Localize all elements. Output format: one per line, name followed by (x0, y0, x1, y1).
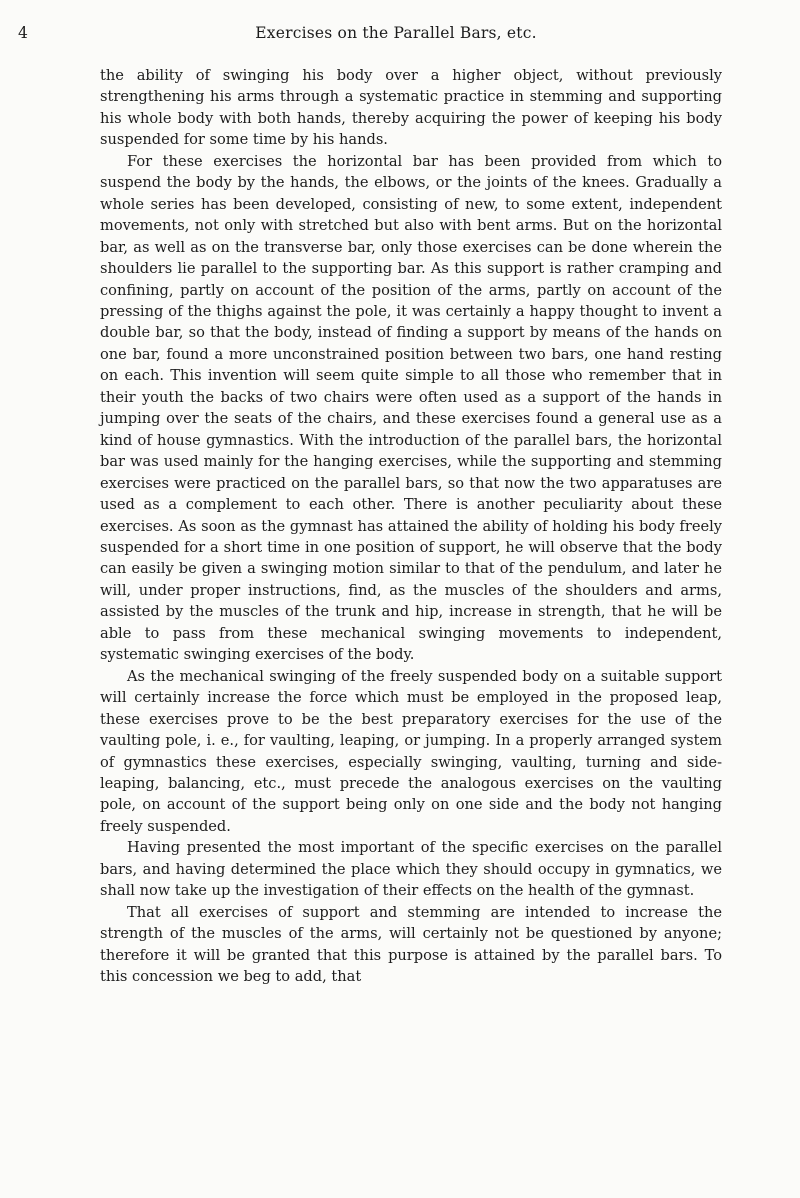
paragraph: As the mechanical swinging of the freely suspended body on a suitable support will certainly increase the force which must be employed in the proposed leap, these exercises prove to be the best preparatory exercises for the use of the vaulting pole, i. e., for vaulting, leaping, or jumping. In a properly arranged system of gymnastics these exercises, especially swinging, vaulting, turning and side-leaping, balancing, etc., must precede the analogous exercises on the vaulting pole, on account of the support being only on one side and the body not hanging freely suspended. (100, 667, 722, 835)
running-head (18, 22, 774, 44)
page-number: 4 (18, 24, 28, 42)
body-text (100, 65, 722, 987)
paragraph-continued: the ability of swinging his body over a higher object, without previously strengthening his arms through a systematic practice in stemming and supporting his whole body with both hands, thereby acquiring the power of keeping his body suspended for some time by his hands. (100, 67, 722, 149)
running-title: Exercises on the Parallel Bars, etc. (255, 24, 537, 42)
paragraph: Having presented the most important of the specific exercises on the parallel bars, and having determined the place which they should occupy in gymnatics, we shall now take up the investigation of their effects on the health of the gymnast. (100, 839, 722, 900)
paragraph: That all exercises of support and stemming are intended to increase the strength of the muscles of the arms, will certainly not be questioned by anyone; therefore it will be granted that this purpose is attained by the parallel bars. To this concession we beg to add, that (100, 903, 722, 986)
paragraph: For these exercises the horizontal bar has been provided from which to suspend the body by the hands, the elbows, or the joints of the knees. Gradually a whole series has been developed, consisting of new, to some extent, independent movements, not only with stretched but also with bent arms. But on the horizontal bar, as well as on the transverse bar, only those exercises can be done wherein the shoulders lie parallel to the supporting bar. As this support is rather cramping and confining, partly on account of the position of the arms, partly on account of the pressing of the thighs against the pole, it was certainly a happy thought to invent a double bar, so that the body, instead of finding a support by means of the hands on one bar, found a more unconstrained position between two bars, one hand resting on each. This invention will seem quite simple to all those who remember that in their youth the backs of two chairs were often used as a support of the hands in jumping over the seats of the chairs, and these exercises found a general use as a kind of house gymnastics. With the introduction of the parallel bars, the horizontal bar was used mainly for the hanging exercises, while the supporting and stemming exercises were practiced on the parallel bars, so that now the two apparatuses are used as a complement to each other. There is another peculiarity about these exercises. As soon as the gymnast has attained the ability of holding his body freely suspended for a short time in one position of support, he will observe that the body can easily be given a swinging motion similar to that of the pendulum, and later he will, under proper instructions, find, as the muscles of the shoulders and arms, assisted by the muscles of the trunk and hip, increase in strength, that he will be able to pass from these mechanical swinging movements to independent, systematic swinging exercises of the body. (100, 152, 722, 664)
